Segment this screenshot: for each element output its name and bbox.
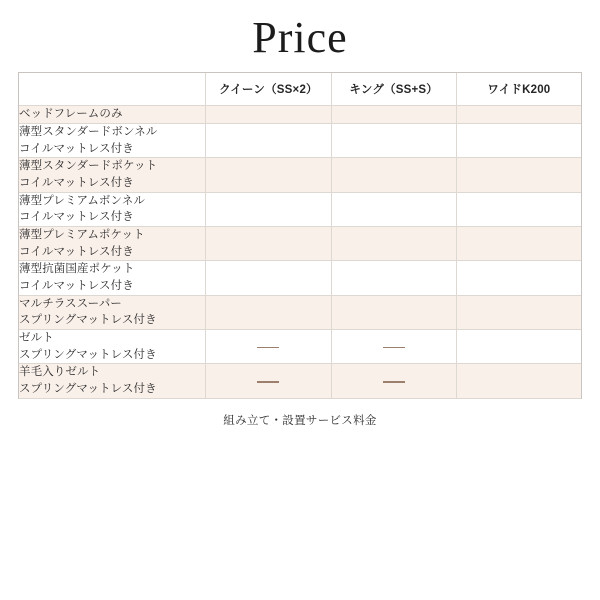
dash-mark xyxy=(257,347,279,349)
cell-queen xyxy=(206,330,331,364)
row-label xyxy=(19,330,206,364)
header-col-queen: クイーン（SS×2） xyxy=(206,73,331,106)
row-label-line1: 薄型プレミアムポケット xyxy=(19,229,145,242)
cell-queen xyxy=(206,295,331,329)
row-label xyxy=(19,124,206,158)
cell-wide-k200 xyxy=(456,124,581,158)
table-row xyxy=(19,295,581,329)
price-table-container xyxy=(18,72,582,398)
row-label xyxy=(19,295,206,329)
table-row xyxy=(19,364,581,398)
cell-king xyxy=(331,364,456,398)
cell-wide-k200 xyxy=(456,364,581,398)
cell-queen xyxy=(206,106,331,124)
table-row xyxy=(19,158,581,192)
footnote: 組み立て・設置サービス料金 xyxy=(223,414,377,427)
row-label xyxy=(19,364,206,398)
cell-king xyxy=(331,295,456,329)
table-header xyxy=(19,73,581,106)
cell-king xyxy=(331,124,456,158)
row-label xyxy=(19,158,206,192)
row-label-line2: コイルマットレス付き xyxy=(19,211,134,224)
row-label-line2: スプリングマットレス付き xyxy=(19,314,157,327)
row-label xyxy=(19,106,206,124)
row-label xyxy=(19,192,206,226)
cell-wide-k200 xyxy=(456,295,581,329)
row-label-line2: コイルマットレス付き xyxy=(19,245,134,258)
cell-queen xyxy=(206,192,331,226)
dash-mark xyxy=(383,347,405,349)
row-label-line1: ベッドフレームのみ xyxy=(19,108,123,121)
row-label-line2: スプリングマットレス付き xyxy=(19,383,157,396)
row-label xyxy=(19,227,206,261)
row-label-line2: スプリングマットレス付き xyxy=(19,348,157,361)
header-col-wide-k200: ワイドK200 xyxy=(456,73,581,106)
table-body xyxy=(19,106,581,398)
cell-wide-k200 xyxy=(456,106,581,124)
row-label-line1: 薄型プレミアムボンネル xyxy=(19,194,145,207)
table-row xyxy=(19,330,581,364)
row-label-line1: ゼルト xyxy=(19,332,54,345)
header-corner xyxy=(19,73,206,106)
row-label-line1: マルチラススーパー xyxy=(19,297,122,310)
cell-queen xyxy=(206,364,331,398)
table-row xyxy=(19,227,581,261)
table-row xyxy=(19,124,581,158)
cell-king xyxy=(331,192,456,226)
cell-wide-k200 xyxy=(456,227,581,261)
row-label-line1: 薄型抗菌国産ポケット xyxy=(19,263,135,276)
row-label xyxy=(19,261,206,295)
table-row xyxy=(19,106,581,124)
header-row xyxy=(19,73,581,106)
dash-mark xyxy=(257,381,279,383)
cell-king xyxy=(331,158,456,192)
cell-wide-k200 xyxy=(456,158,581,192)
table-row xyxy=(19,192,581,226)
cell-king xyxy=(331,106,456,124)
row-label-line2: コイルマットレス付き xyxy=(19,280,134,293)
cell-queen xyxy=(206,261,331,295)
page-title: Price xyxy=(252,13,348,62)
cell-wide-k200 xyxy=(456,192,581,226)
cell-queen xyxy=(206,227,331,261)
cell-king xyxy=(331,261,456,295)
dash-mark xyxy=(383,381,405,383)
row-label-line1: 羊毛入りゼルト xyxy=(19,366,101,379)
cell-wide-k200 xyxy=(456,261,581,295)
price-table xyxy=(19,73,581,398)
row-label-line2: コイルマットレス付き xyxy=(19,177,134,190)
cell-queen xyxy=(206,124,331,158)
row-label-line2: コイルマットレス付き xyxy=(19,142,134,155)
cell-queen xyxy=(206,158,331,192)
row-label-line1: 薄型スタンダードボンネル xyxy=(19,126,158,139)
header-col-king: キング（SS+S） xyxy=(331,73,456,106)
cell-king xyxy=(331,227,456,261)
cell-wide-k200 xyxy=(456,330,581,364)
cell-king xyxy=(331,330,456,364)
row-label-line1: 薄型スタンダードポケット xyxy=(19,160,158,173)
table-row xyxy=(19,261,581,295)
